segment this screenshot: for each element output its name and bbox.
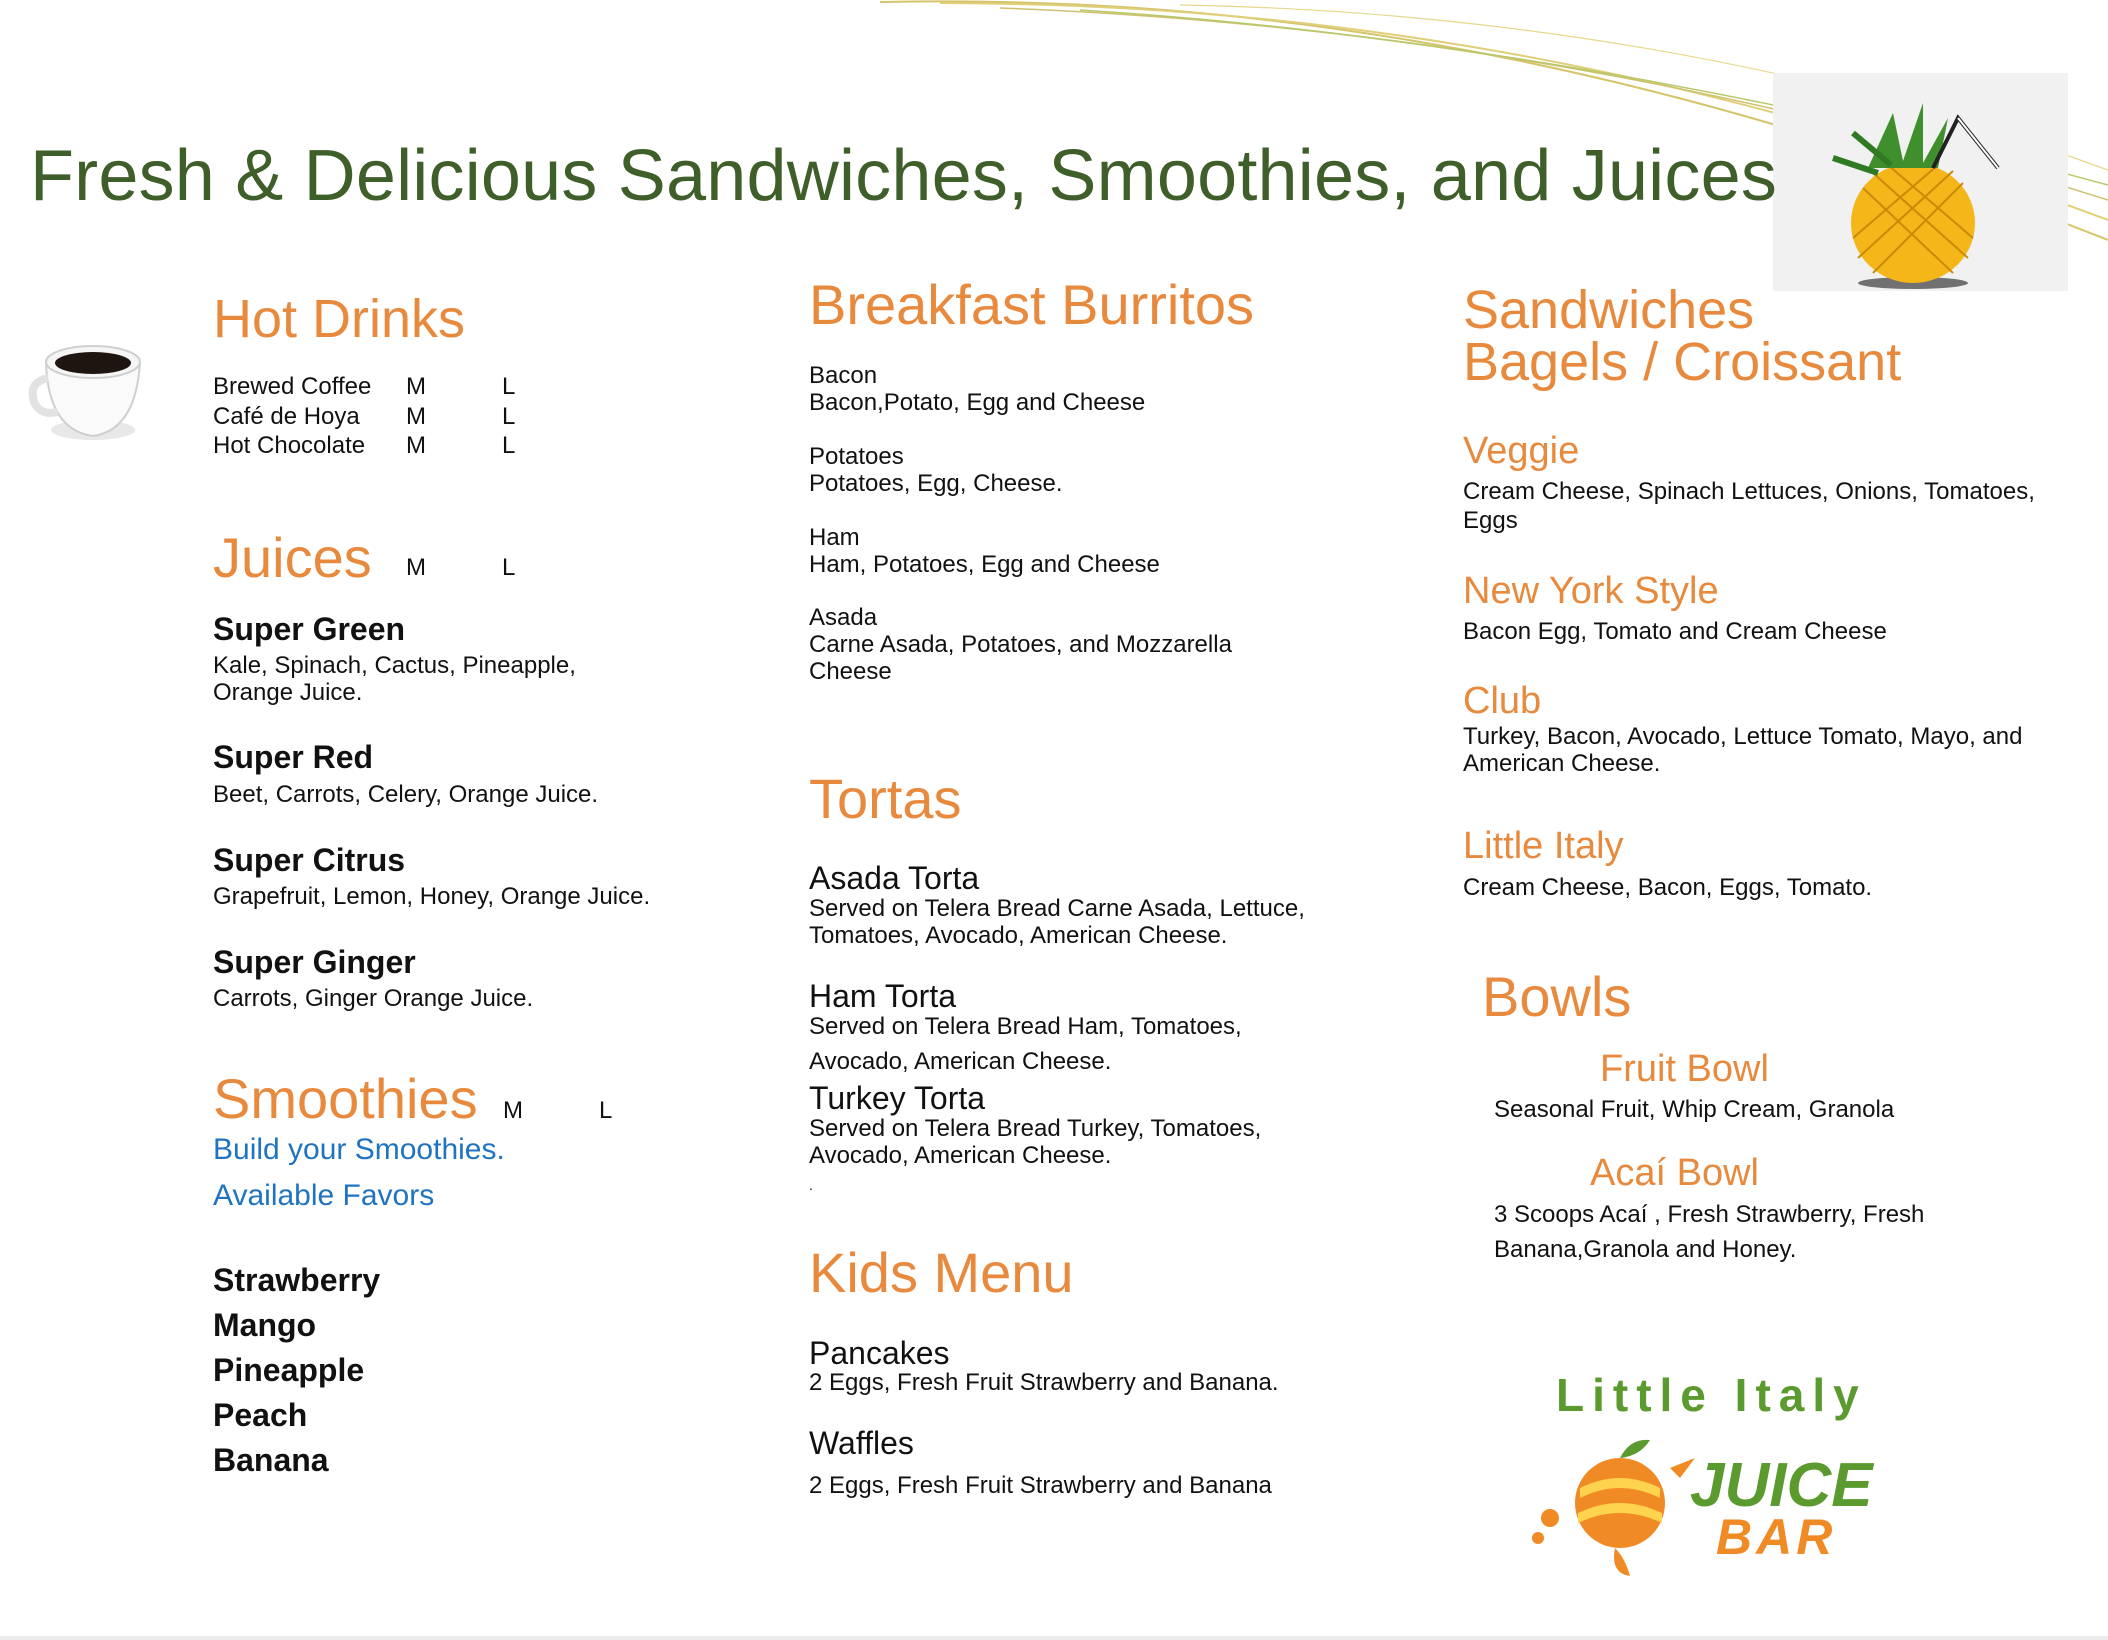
bowl-desc: Banana,Granola and Honey. [1494, 1236, 1797, 1263]
juice-desc: Grapefruit, Lemon, Honey, Orange Juice. [213, 883, 651, 910]
kids-item-name: Pancakes [809, 1335, 950, 1371]
flavor-item: Mango [213, 1307, 317, 1343]
footer-divider [0, 1636, 2108, 1640]
size-l-label: L [502, 373, 516, 400]
juice-desc: Carrots, Ginger Orange Juice. [213, 985, 534, 1012]
tortas-heading: Tortas [809, 767, 962, 830]
torta-desc: Served on Telera Bread Ham, Tomatoes, [809, 1013, 1242, 1040]
kids-item-name: Waffles [809, 1425, 914, 1461]
coffee-cup-icon [28, 330, 148, 445]
bowl-name: Acaí Bowl [1590, 1152, 1759, 1194]
kids-item-desc: 2 Eggs, Fresh Fruit Strawberry and Banana. [809, 1369, 1279, 1396]
flavor-list [213, 1258, 380, 1483]
sandwiches-heading-line1: Sandwiches [1463, 280, 1755, 340]
sandwich-desc: American Cheese. [1463, 750, 1661, 777]
torta-name: Asada Torta [809, 860, 980, 896]
torta-desc: Served on Telera Bread Turkey, Tomatoes, [809, 1115, 1262, 1142]
juice-name: Super Ginger [213, 944, 416, 980]
juice-name: Super Green [213, 611, 406, 647]
burrito-name: Bacon [809, 362, 878, 389]
burrito-name: Potatoes [809, 443, 904, 470]
torta-name: Turkey Torta [809, 1080, 986, 1116]
flavor-item: Strawberry [213, 1262, 381, 1298]
size-m-label: M [503, 1097, 523, 1124]
stray-dot: . [809, 1177, 813, 1193]
logo-bar-text: BAR [1716, 1509, 1837, 1565]
sandwich-name: New York Style [1463, 570, 1719, 612]
kids-menu-heading: Kids Menu [809, 1241, 1074, 1304]
logo-little-italy-text: Little Italy [1556, 1369, 1867, 1421]
build-smoothies-text: Build your Smoothies. [213, 1133, 505, 1166]
hot-drink-name: Café de Hoya [213, 403, 360, 430]
juices-heading: Juices [213, 526, 372, 589]
burrito-desc: Ham, Potatoes, Egg and Cheese [809, 551, 1160, 578]
torta-desc: Avocado, American Cheese. [809, 1048, 1112, 1075]
sandwiches-heading-line2: Bagels / Croissant [1463, 332, 1902, 392]
juice-desc: Orange Juice. [213, 679, 363, 706]
burrito-desc: Carne Asada, Potatoes, and Mozzarella [809, 631, 1232, 658]
available-flavors-text: Available Favors [213, 1179, 435, 1212]
sandwich-name: Club [1463, 680, 1542, 722]
burrito-desc: Cheese [809, 658, 892, 685]
bowl-desc: Seasonal Fruit, Whip Cream, Granola [1494, 1096, 1895, 1123]
burrito-name: Ham [809, 524, 860, 551]
sandwich-name: Little Italy [1463, 825, 1624, 867]
sandwiches-heading [1463, 280, 1902, 392]
burrito-desc: Bacon,Potato, Egg and Cheese [809, 389, 1146, 416]
flavor-item: Banana [213, 1442, 329, 1478]
torta-desc: Tomatoes, Avocado, American Cheese. [809, 922, 1228, 949]
size-m-label: M [406, 432, 426, 459]
torta-desc: Avocado, American Cheese. [809, 1142, 1112, 1169]
size-m-label: M [406, 373, 426, 400]
smoothies-heading: Smoothies [213, 1067, 478, 1130]
juice-bar-logo [1520, 1368, 1940, 1578]
flavor-item: Pineapple [213, 1352, 365, 1388]
kids-item-desc: 2 Eggs, Fresh Fruit Strawberry and Banana [809, 1472, 1272, 1499]
burrito-desc: Potatoes, Egg, Cheese. [809, 470, 1063, 497]
bowl-desc: 3 Scoops Acaí , Fresh Strawberry, Fresh [1494, 1201, 1925, 1228]
juice-desc: Kale, Spinach, Cactus, Pineapple, [213, 652, 576, 679]
sandwich-desc: Eggs [1463, 507, 1518, 534]
size-m-label: M [406, 403, 426, 430]
juice-name: Super Red [213, 739, 374, 775]
bowls-heading: Bowls [1482, 965, 1632, 1028]
sandwich-desc: Turkey, Bacon, Avocado, Lettuce Tomato, Mayo, and [1463, 723, 2023, 750]
sandwich-desc: Bacon Egg, Tomato and Cream Cheese [1463, 618, 1887, 645]
bowl-name: Fruit Bowl [1600, 1048, 1769, 1090]
hot-drink-name: Hot Chocolate [213, 432, 366, 459]
size-l-label: L [502, 403, 516, 430]
hot-drinks-heading: Hot Drinks [213, 289, 466, 349]
torta-desc: Served on Telera Bread Carne Asada, Lettuce, [809, 895, 1305, 922]
flavor-item: Peach [213, 1397, 308, 1433]
size-l-label: L [599, 1097, 613, 1124]
size-l-label: L [502, 554, 516, 581]
page-title: Fresh & Delicious Sandwiches, Smoothies, and Juices [30, 136, 1778, 216]
torta-name: Ham Torta [809, 978, 957, 1014]
burritos-heading: Breakfast Burritos [809, 273, 1255, 336]
logo-juice-text: JUICE [1690, 1451, 1873, 1520]
sandwich-name: Veggie [1463, 430, 1580, 472]
size-l-label: L [502, 432, 516, 459]
burrito-name: Asada [809, 604, 878, 631]
pineapple-drink-icon [1773, 73, 2068, 291]
juice-name: Super Citrus [213, 842, 406, 878]
sandwich-desc: Cream Cheese, Bacon, Eggs, Tomato. [1463, 874, 1873, 901]
sandwich-desc: Cream Cheese, Spinach Lettuces, Onions, Tomatoes, [1463, 478, 2035, 505]
hot-drink-name: Brewed Coffee [213, 373, 372, 400]
size-m-label: M [406, 554, 426, 581]
juice-desc: Beet, Carrots, Celery, Orange Juice. [213, 781, 599, 808]
